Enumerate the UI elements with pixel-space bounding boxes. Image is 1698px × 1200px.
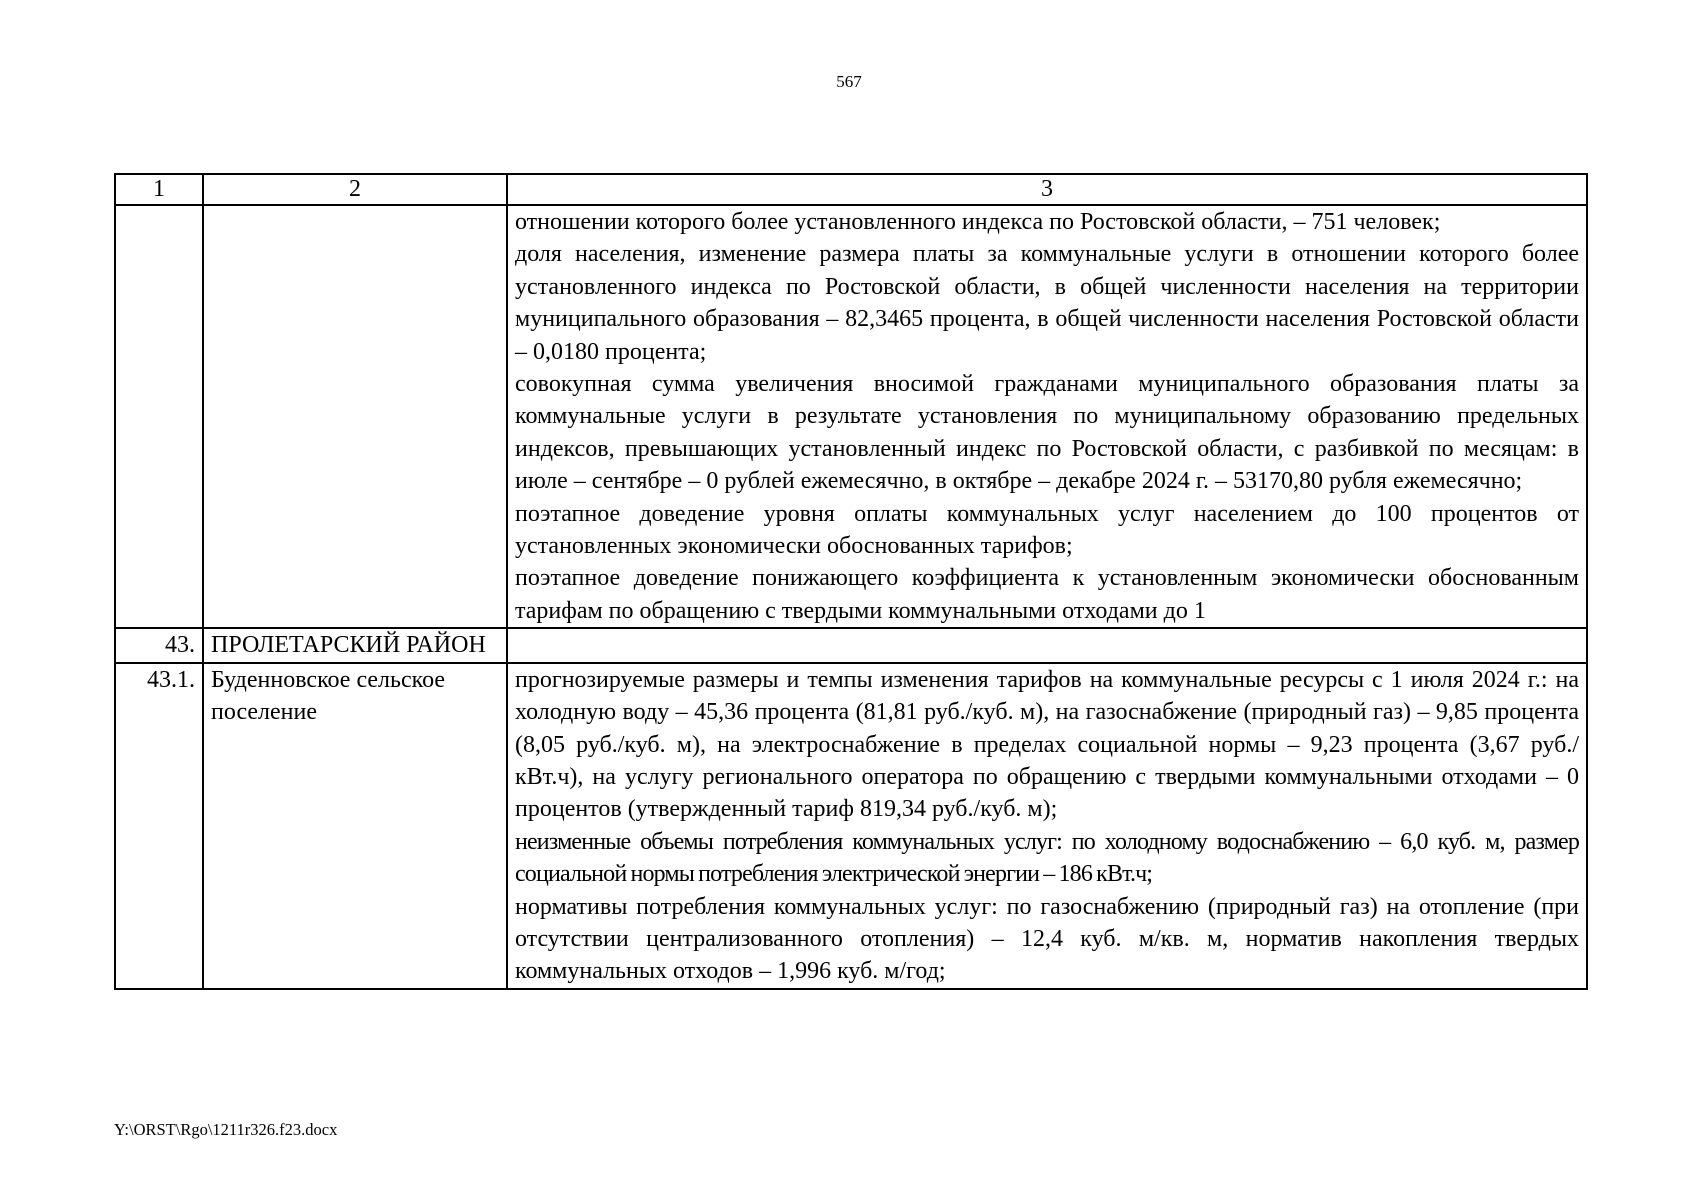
document-table [114,173,1588,990]
paragraph: поэтапное доведение понижающего коэффициента к установленным экономически обоснованным тарифам по обращению с твердыми коммунальными отходами до 1 [515,565,1579,624]
paragraph: поэтапное доведение уровня оплаты коммунальных услуг населением до 100 процентов от установленных экономически обоснованных тарифов; [515,500,1579,560]
row-number: 43.1. [115,663,203,989]
row-content [507,205,1587,628]
paragraph: отношении которого более установленного индекса по Ростовской области, – 751 человек; [515,209,1441,235]
paragraph: нормативы потребления коммунальных услуг: по газоснабжению (природный газ) на отопление (при отсутствии централизованного отопления) – 12,4 куб. м/кв. м, норматив накопления твердых коммунальных отходов – 1,996 куб. м/год; [515,893,1579,985]
column-header-3: 3 [507,174,1587,205]
paragraph: прогнозируемые размеры и темпы изменения тарифов на коммунальные ресурсы с 1 июля 2024 г.: на холодную воду – 45,36 процента (81,81 руб./куб. м), на газоснабжение (природный газ) – 9,85 процента (8,05 руб./куб. м), на электроснабжение в пределах социальной нормы – 9,23 процента (3,67 руб./кВт.ч), на услугу регионального оператора по обращению с твердыми коммунальными отходами – 0 процентов (утвержденный тариф 819,34 руб./куб. м); [515,666,1579,823]
row-content [507,663,1587,989]
row-number [115,205,203,628]
row-content [507,628,1587,662]
row-name: ПРОЛЕТАРСКИЙ РАЙОН [203,628,507,662]
paragraph: доля населения, изменение размера платы за коммунальные услуги в отношении которого более установленного индекса по Ростовской области, в общей численности населения на территории муниципального образования – 82,3465 процента, в общей численности населения Ростовской области – 0,0180 процента; [515,241,1579,365]
file-path: Y:\ORST\Rgo\1211r326.f23.docx [114,1120,338,1139]
paragraph: неизменные объемы потребления коммунальных услуг: по холодному водоснабжению – 6,0 куб. м, размер социальной нормы потребления электрической энергии – 186 кВт.ч; [515,828,1579,888]
column-header-1: 1 [115,174,203,205]
table-row [115,663,1587,989]
column-header-2: 2 [203,174,507,205]
table-row [115,628,1587,662]
row-name: Буденновское сельское поселение [203,663,507,989]
paragraph: совокупная сумма увеличения вносимой гражданами муниципального образования платы за коммунальные услуги в результате установления по муниципальному образованию предельных индексов, превышающих установленный индекс по Ростовской области, с разбивкой по месяцам: в июле – сентябре – 0 рублей ежемесячно, в октябре – декабре 2024 г. – 53170,80 рубля ежемесячно; [515,371,1579,495]
page-number: 567 [836,72,862,91]
table-header-row [115,174,1587,205]
table-row [115,205,1587,628]
row-name [203,205,507,628]
row-number: 43. [115,628,203,662]
